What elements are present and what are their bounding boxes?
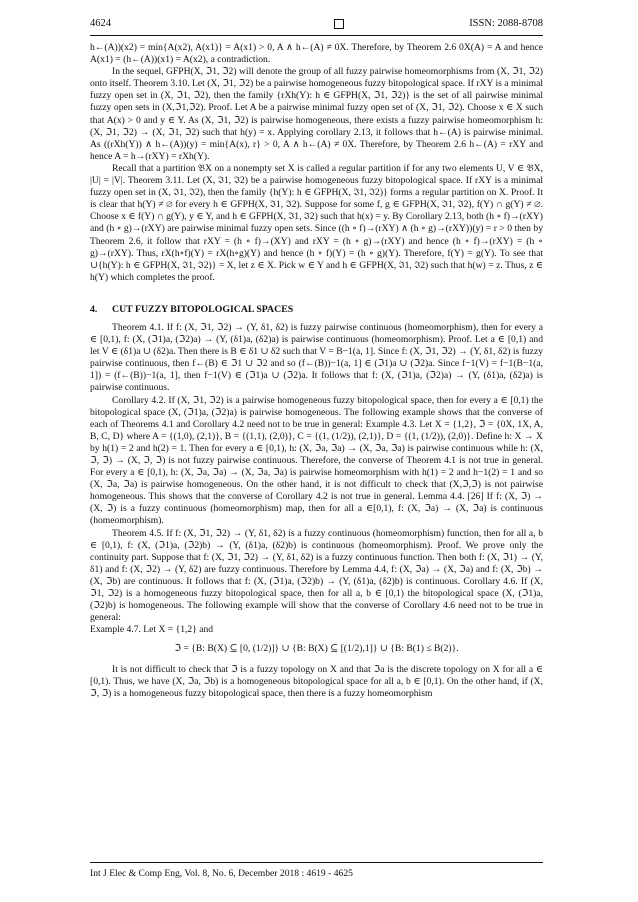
section-heading [90,304,543,316]
paragraph: h←(A))(x2) = min{A(x2), A(x1)} = A(x1) > 0, A ∧ h←(A) ≠ 0X. Therefore, by Theorem 2.6 0X(A) = A and hence A(x1) = (h←(A))(x1) = A(x2), a contradiction. [90,42,543,66]
footer-rule [90,862,543,863]
journal-footer: Int J Elec & Comp Eng, Vol. 8, No. 6, December 2018 : 4619 - 4625 [90,868,353,879]
section-number: 4. [90,303,98,315]
paragraph: Recall that a partition 𝔅X on a nonempty set X is called a regular partition if for any two elements U, V ∈ 𝔅X, |U| = |V|. Theorem 3.11. Let (X, ℑ1, ℑ2) be a pairwise homogeneous fuzzy bitopological space. If rXY is a minimal fuzzy open set in (X, ℑ1, ℑ2), then the family {h(Y): h ∈ GFPH(X, ℑ1, ℑ2)} forms a regular partition on X. Proof. It is clear that h(Y) ≠ ∅ for every h ∈ GFPH(X, ℑ1, ℑ2). Suppose for some f, g ∈ GFPH(X, ℑ1, ℑ2), f(Y) ∩ g(Y) ≠ ∅. Choose x ∈ f(Y) ∩ g(Y), y ∈ Y, and h ∈ GFPH(X, ℑ1, ℑ2) such that h(x) = y. By Corollary 2.13, both (h ∘ f)→(rXY) and (h ∘ g)→(rXY) are pairwise minimal fuzzy open sets. Since ((h ∘ f)→(rXY) ∧ (h ∘ g)→(rXY))(y) = r > 0 then by Theorem 2.6, it follow that rXY = (h ∘ f)→(XY) and rXY = (h ∘ g)→(rXY) and hence (h ∘ f)→(rXY) = (h ∘ g)→(rXY). Thus, rX(h∘f)(Y) = rX(h∘g)(Y) and hence (h ∘ f)(Y) = (h ∘ g)(Y). Therefore, f(Y) = g(Y). To see that ∪{h(Y): h ∈ GFPH(X, ℑ1, ℑ2)} = X, let z ∈ X. Pick w ∈ Y and h ∈ GFPH(X, ℑ1, ℑ2) such that h(w) = z. Thus, z ∈ h(Y) which completes the proof. [90,162,543,283]
header-rule [90,35,543,36]
square-icon [334,19,344,29]
section-title: CUT FUZZY BITOPOLOGICAL SPACES [112,303,294,315]
example-line: Example 4.7. Let X = {1,2} and [90,624,214,636]
paragraph: Theorem 4.1. If f: (X, ℑ1, ℑ2) → (Y, δ1, δ2) is fuzzy pairwise continuous (homeomorphism), then for every a ∈ [0,1), f: (X, (ℑ1)a, (ℑ2)a) → (Y, (δ1)a, (δ2)a) is pairwise continuous (homeomorphism). Proof. Let a ∈ [0,1) and let V ∈ (δ1)a ∪ (δ2)a. Then there is B ∈ δ1 ∪ δ2 such that V = B−1(a, 1]. Since f: (X, ℑ1, ℑ2) → (Y, δ1, δ2) is fuzzy pairwise continuous, then f←(B) ∈ ℑ1 ∪ ℑ2 and so (f←(B))−1(a, 1] ∈ (ℑ1)a ∪ (ℑ2)a. Since f−1(V) = f−1(B−1(a, 1]) = (f←(B))−1(a, 1], then f−1(V) ∈ (ℑ1)a ∪ (ℑ2)a. It follows that f: (X, (ℑ1)a, (ℑ2)a) → (Y, (δ1)a, (δ2)a) is pairwise continuous. [90,321,543,394]
running-header [90,18,543,34]
equation: ℑ = {B: B(X) ⊆ [0, (1/2)]} ∪ {B: B(X) ⊆ [(1/2),1]} ∪ {B: B(1) ≤ B(2)}. [174,643,459,655]
paragraph: It is not difficult to check that ℑ is a fuzzy topology on X and that ℑa is the discrete topology on X for all a ∈ [0,1). Thus, we have (X, ℑa, ℑb) is a homogeneous bitopological space for all a, b ∈ [0,1). On the other hand, if (X, ℑ, ℑ) is a homogeneous fuzzy bitopological space, then there is a fuzzy homeomorphism [90,663,543,699]
paragraph: Corollary 4.2. If (X, ℑ1, ℑ2) is a pairwise homogeneous fuzzy bitopological space, then for every a ∈ [0,1) the bitopological space (X, (ℑ1)a, (ℑ2)a) is pairwise homogeneous. The following example shows that the converse of each of Theorems 4.1 and Corollary 4.2 need not to be true in general: Example 4.3. Let X = {1,2}, ℑ = {0X, 1X, A, B, C, D} where A = {(1,0), (2,1)}, B = {(1,1), (2,0)}, C = {(1, (1/2)), (2,1)}, D = {(1, (1/2)), (2,0)}. Define h: X → X by h(1) = 2 and h(2) = 1. Then for every a ∈ [0,1), h: (X, ℑa, ℑa) → (X, ℑa, ℑa) is pairwise continuous while h: (X, ℑ, ℑ) → (X, ℑ, ℑ) is not fuzzy pairwise continuous. Therefore, the converse of Theorem 4.1 is not true in general. For every a ∈ [0,1), h: (X, ℑa, ℑa) → (X, ℑa, ℑa) is pairwise homeomorphism with h(1) = 2 and h−1(2) = 1 and so (X, ℑa, ℑa) is pairwise homogeneous. On the other hand, it is not difficult to check that (X,ℑ,ℑ) is not pairwise homogeneous. This shows that the converse of Corollary 4.2 is not true in general. Lemma 4.4. [26] If f: (X, ℑ) → (X, ℑ) is a fuzzy continuous (homeomorphism) map, then for all a ∈[0,1), f: (X, ℑa) → (X, ℑa) is continuous (homeomorphism). [90,394,543,527]
issn-label: ISSN: 2088-8708 [469,18,543,29]
paragraph: In the sequel, GFPH(X, ℑ1, ℑ2) will denote the group of all fuzzy pairwise homeomorphisms from (X, ℑ1, ℑ2) onto itself. Theorem 3.10. Let (X, ℑ1, ℑ2) be a pairwise homogeneous fuzzy bitopological space. If rXY is a minimal fuzzy open set in (X, ℑ1, ℑ2), then the family {rXh(Y): h ∈ GFPH(X, ℑ1, ℑ2)} is the set of all pairwise minimal fuzzy open sets in (X,ℑ1,ℑ2). Proof. Let A be a pairwise minimal fuzzy open set of (X, ℑ1, ℑ2). Choose x ∈ X such that A(x) > 0 and y ∈ Y. As (X, ℑ1, ℑ2) is pairwise homogeneous, there exists a fuzzy pairwise homeomorphism h: (X, ℑ1, ℑ2) → (X, ℑ1, ℑ2) such that h(y) = x. Applying corollary 2.13, it follows that h←(A) is pairwise minimal. As ((rXh(Y)) ∧ h←(A))(y) = min{A(x), r} > 0, A ∧ h←(A) ≠ 0X. Therefore, by Theorem 2.6 h←(A) = rXY and hence A = h→(rXY) = rXh(Y). [90,66,543,162]
paragraph: Theorem 4.5. If f: (X, ℑ1, ℑ2) → (Y, δ1, δ2) is a fuzzy continuous (homeomorphism) function, then for all a, b ∈ [0,1), f: (X, (ℑ1)a, (ℑ2)b) → (Y, (δ1)a, (δ2)b) is continuous (homeomorphism). Proof. We prove only the continuity part. Suppose that f: (X, ℑ1, ℑ2) → (Y, δ1, δ2) is a fuzzy continuous function. Then both f: (X, ℑ1) → (Y, δ1) and f: (X, ℑ2) → (Y, δ2) are fuzzy continuous. Therefore by Lemma 4.4, f: (X, ℑa) → (X, ℑa) and f: (X, ℑb) → (X, ℑb) are continuous. It follows that f: (X, (ℑ1)a, (ℑ2)b) → (Y, (δ1)a, (δ2)b) is continuous. Corollary 4.6. If (X, ℑ1, ℑ2) is a homogeneous fuzzy bitopological space, then for all a, b ∈ [0,1) the bitopological space (X, (ℑ1)a, (ℑ2)b) is homogeneous. The following example will show that the converse of Corollary 4.6 need not to be true in general: [90,527,543,624]
article-body [90,42,543,700]
page-number: 4624 [90,18,111,29]
